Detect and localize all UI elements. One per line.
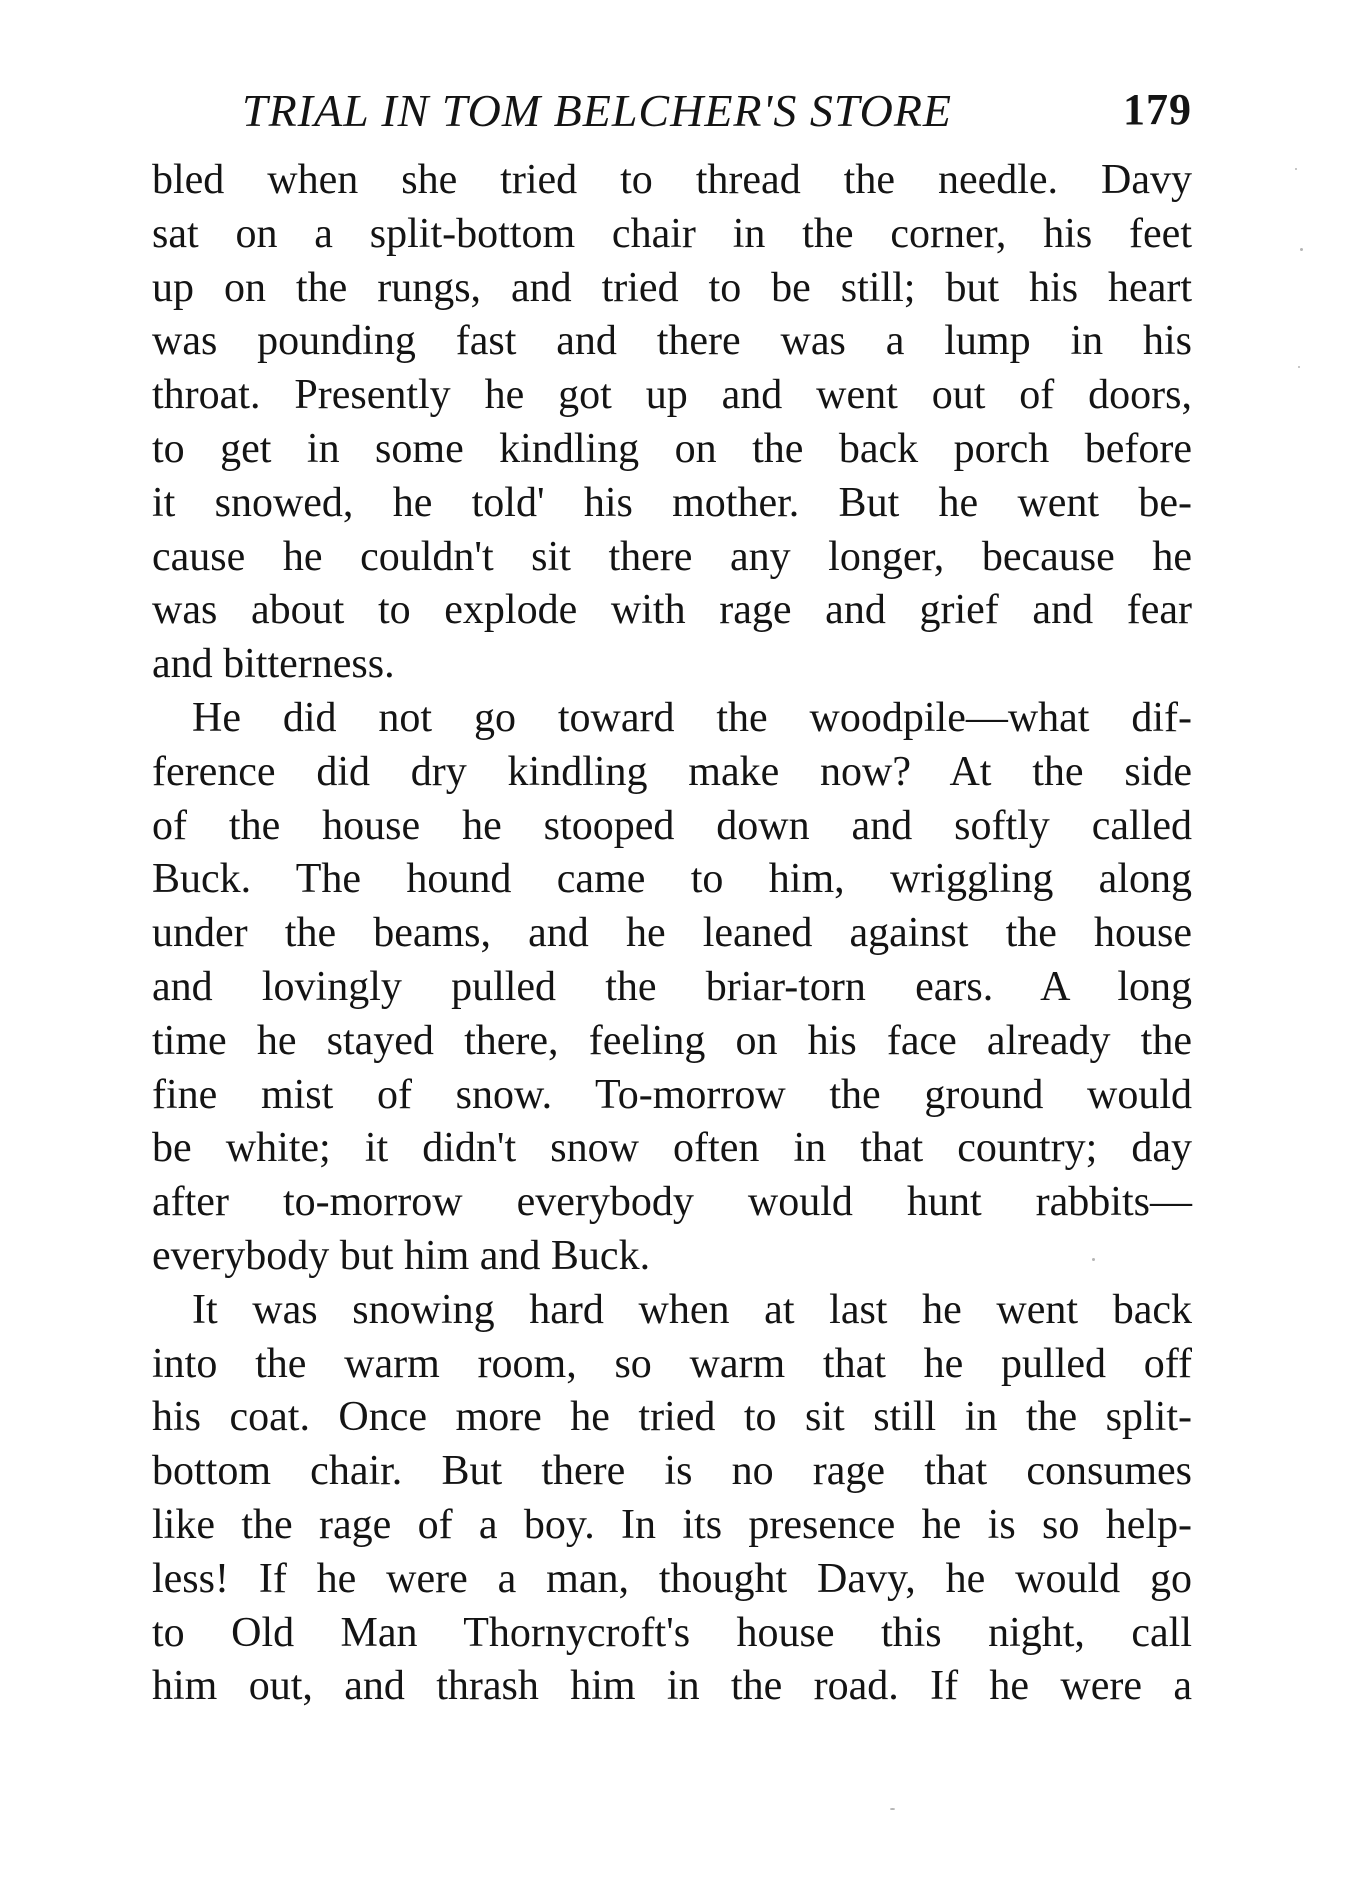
- dust-speck: [890, 1808, 895, 1810]
- text-line: everybody but him and Buck.: [152, 1232, 651, 1279]
- text-line: and bitterness.: [152, 641, 395, 688]
- text-line: up on the rungs, and tried to be still; but his heart: [152, 264, 1192, 311]
- text-line: under the beams, and he leaned against the house: [152, 910, 1192, 957]
- text-line: into the warm room, so warm that he pulled off: [152, 1340, 1192, 1387]
- text-line: to get in some kindling on the back porch before: [152, 425, 1192, 472]
- text-line: Buck. The hound came to him, wriggling along: [152, 856, 1192, 903]
- text-line: bottom chair. But there is no rage that consumes: [152, 1448, 1192, 1495]
- paragraph-2: [152, 692, 1192, 1284]
- text-line: bled when she tried to thread the needle. Davy: [152, 157, 1192, 203]
- paragraph-1: [152, 154, 1192, 692]
- dust-speck: [1298, 366, 1300, 368]
- text-line: him out, and thrash him in the road. If he were a: [152, 1663, 1192, 1710]
- text-line: less! If he were a man, thought Davy, he would go: [152, 1555, 1192, 1602]
- text-line: time he stayed there, feeling on his face already the: [152, 1017, 1192, 1064]
- dust-speck: [1300, 248, 1303, 251]
- running-title: TRIAL IN TOM BELCHER'S STORE: [242, 85, 953, 136]
- text-line: It was snowing hard when at last he went back: [192, 1286, 1192, 1333]
- dust-speck: [1295, 168, 1297, 170]
- text-line: sat on a split-bottom chair in the corner, his feet: [152, 210, 1192, 257]
- book-page: [152, 84, 1192, 1714]
- text-line: was pounding fast and there was a lump in his: [152, 318, 1192, 365]
- text-line: He did not go toward the woodpile—what dif-: [192, 694, 1192, 741]
- page-number: 179: [1123, 85, 1192, 134]
- body-text: [152, 154, 1192, 1714]
- dust-speck: [1092, 1258, 1095, 1261]
- text-line: and lovingly pulled the briar-torn ears. A long: [152, 963, 1192, 1010]
- text-line: be white; it didn't snow often in that country; day: [152, 1125, 1192, 1172]
- text-line: of the house he stooped down and softly called: [152, 802, 1192, 849]
- text-line: ference did dry kindling make now? At the side: [152, 748, 1192, 795]
- text-line: after to-morrow everybody would hunt rabbits—: [152, 1179, 1192, 1226]
- text-line: his coat. Once more he tried to sit still in the split-: [152, 1394, 1192, 1441]
- text-line: cause he couldn't sit there any longer, because he: [152, 533, 1192, 580]
- text-line: fine mist of snow. To-morrow the ground would: [152, 1071, 1192, 1118]
- running-header: [152, 84, 1192, 154]
- text-line: was about to explode with rage and grief and fear: [152, 587, 1192, 634]
- text-line: to Old Man Thornycroft's house this night, call: [152, 1609, 1192, 1656]
- text-line: like the rage of a boy. In its presence he is so help-: [152, 1501, 1192, 1548]
- text-line: it snowed, he told' his mother. But he went be-: [152, 479, 1192, 526]
- paragraph-3: [152, 1284, 1192, 1714]
- text-line: throat. Presently he got up and went out of doors,: [152, 372, 1192, 419]
